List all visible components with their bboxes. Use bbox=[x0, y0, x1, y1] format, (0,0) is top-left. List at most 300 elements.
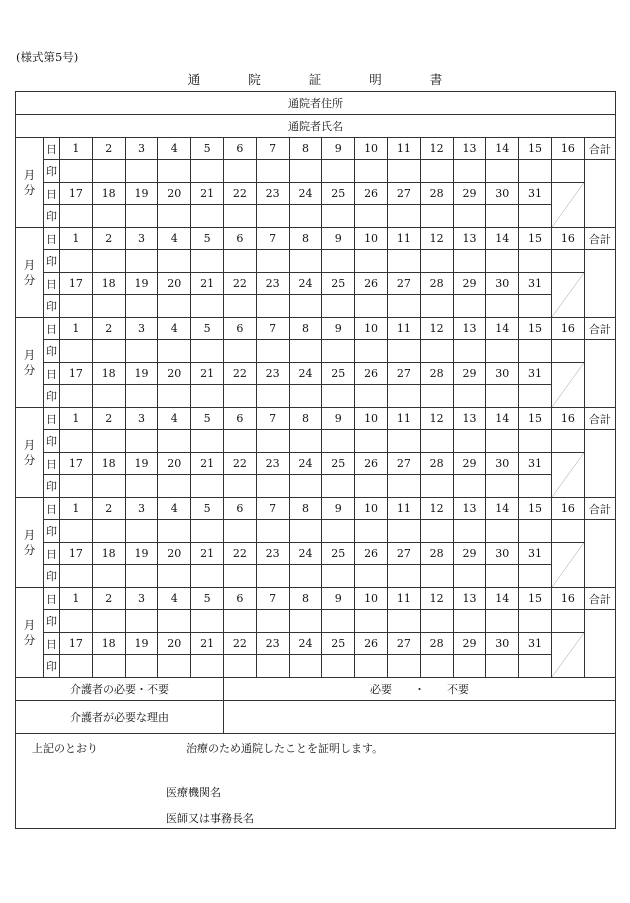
seal-cell[interactable] bbox=[125, 340, 158, 363]
day-number: 23 bbox=[256, 453, 289, 475]
seal-cell[interactable] bbox=[289, 565, 322, 588]
seal-cell[interactable] bbox=[125, 655, 158, 678]
seal-cell[interactable] bbox=[223, 610, 256, 633]
day-number: 2 bbox=[92, 228, 125, 250]
seal-cell[interactable] bbox=[92, 430, 125, 453]
day-number: 15 bbox=[519, 138, 552, 160]
total-cell[interactable] bbox=[584, 160, 615, 228]
seal-row-first-half bbox=[16, 520, 616, 543]
signer-label: 医師又は事務長名 bbox=[166, 812, 254, 825]
seal-cell[interactable] bbox=[355, 385, 388, 408]
day-number: 30 bbox=[486, 183, 519, 205]
seal-cell[interactable] bbox=[453, 610, 486, 633]
day-number: 12 bbox=[420, 498, 453, 520]
day-number: 21 bbox=[191, 273, 224, 295]
seal-cell[interactable] bbox=[158, 295, 191, 318]
seal-cell[interactable] bbox=[322, 205, 355, 228]
day-number: 19 bbox=[125, 633, 158, 655]
seal-cell[interactable] bbox=[486, 250, 519, 273]
seal-cell[interactable] bbox=[223, 385, 256, 408]
seal-cell[interactable] bbox=[125, 565, 158, 588]
seal-cell[interactable] bbox=[60, 565, 93, 588]
seal-cell[interactable] bbox=[322, 385, 355, 408]
seal-cell[interactable] bbox=[60, 205, 93, 228]
seal-cell[interactable] bbox=[355, 250, 388, 273]
day-number: 4 bbox=[158, 408, 191, 430]
seal-cell[interactable] bbox=[486, 430, 519, 453]
seal-cell[interactable] bbox=[453, 475, 486, 498]
day-number: 17 bbox=[60, 633, 93, 655]
seal-cell[interactable] bbox=[125, 475, 158, 498]
seal-cell[interactable] bbox=[60, 385, 93, 408]
day-number: 20 bbox=[158, 363, 191, 385]
portion-label: 分 bbox=[23, 632, 36, 647]
seal-cell[interactable] bbox=[420, 610, 453, 633]
seal-cell[interactable] bbox=[191, 610, 224, 633]
certification-statement: 治療のため通院したことを証明します。 bbox=[186, 742, 384, 755]
seal-cell[interactable] bbox=[223, 565, 256, 588]
seal-cell[interactable] bbox=[256, 340, 289, 363]
day-number: 2 bbox=[92, 588, 125, 610]
seal-cell[interactable] bbox=[453, 340, 486, 363]
month-label: 月 bbox=[23, 347, 36, 362]
day-number: 3 bbox=[125, 138, 158, 160]
seal-cell[interactable] bbox=[387, 565, 420, 588]
seal-cell[interactable] bbox=[191, 340, 224, 363]
seal-cell[interactable] bbox=[125, 520, 158, 543]
seal-cell[interactable] bbox=[420, 430, 453, 453]
seal-cell[interactable] bbox=[191, 430, 224, 453]
day-row-second-half bbox=[16, 633, 616, 655]
day-number: 21 bbox=[191, 453, 224, 475]
seal-cell[interactable] bbox=[519, 655, 552, 678]
day-number: 17 bbox=[60, 453, 93, 475]
day-number: 24 bbox=[289, 183, 322, 205]
day-number: 25 bbox=[322, 183, 355, 205]
seal-cell[interactable] bbox=[125, 250, 158, 273]
seal-cell[interactable] bbox=[519, 160, 552, 183]
seal-cell[interactable] bbox=[322, 475, 355, 498]
seal-cell[interactable] bbox=[60, 295, 93, 318]
seal-cell[interactable] bbox=[289, 160, 322, 183]
day-number: 19 bbox=[125, 273, 158, 295]
day-number: 3 bbox=[125, 408, 158, 430]
seal-cell[interactable] bbox=[387, 160, 420, 183]
seal-cell[interactable] bbox=[289, 520, 322, 543]
total-cell[interactable] bbox=[584, 610, 615, 678]
day-number: 9 bbox=[322, 138, 355, 160]
day-number: 7 bbox=[256, 588, 289, 610]
seal-cell[interactable] bbox=[60, 340, 93, 363]
day-number: 23 bbox=[256, 273, 289, 295]
seal-cell[interactable] bbox=[420, 250, 453, 273]
seal-cell[interactable] bbox=[453, 430, 486, 453]
seal-cell[interactable] bbox=[519, 385, 552, 408]
month-cell[interactable] bbox=[16, 228, 44, 318]
seal-cell[interactable] bbox=[125, 430, 158, 453]
seal-label: 印 bbox=[44, 610, 60, 633]
day-label: 日 bbox=[44, 408, 60, 430]
day-number: 7 bbox=[256, 318, 289, 340]
seal-cell[interactable] bbox=[256, 475, 289, 498]
institution-label: 医療機関名 bbox=[166, 786, 221, 799]
day-number: 12 bbox=[420, 408, 453, 430]
total-label: 合計 bbox=[584, 228, 615, 250]
seal-cell[interactable] bbox=[158, 385, 191, 408]
day-label: 日 bbox=[44, 273, 60, 295]
seal-cell[interactable] bbox=[322, 160, 355, 183]
seal-cell[interactable] bbox=[420, 520, 453, 543]
day-number: 31 bbox=[519, 543, 552, 565]
seal-cell[interactable] bbox=[486, 340, 519, 363]
seal-cell[interactable] bbox=[60, 430, 93, 453]
seal-cell[interactable] bbox=[519, 520, 552, 543]
seal-cell[interactable] bbox=[125, 160, 158, 183]
seal-cell[interactable] bbox=[486, 610, 519, 633]
seal-cell[interactable] bbox=[256, 385, 289, 408]
day-number: 21 bbox=[191, 363, 224, 385]
day-number: 20 bbox=[158, 273, 191, 295]
seal-cell[interactable] bbox=[355, 610, 388, 633]
seal-cell[interactable] bbox=[289, 385, 322, 408]
seal-cell[interactable] bbox=[322, 430, 355, 453]
seal-cell[interactable] bbox=[355, 205, 388, 228]
seal-cell[interactable] bbox=[355, 340, 388, 363]
seal-cell[interactable] bbox=[125, 205, 158, 228]
day-number: 4 bbox=[158, 498, 191, 520]
seal-cell[interactable] bbox=[191, 295, 224, 318]
day-number: 30 bbox=[486, 543, 519, 565]
day-number: 22 bbox=[223, 183, 256, 205]
day-number: 26 bbox=[355, 633, 388, 655]
seal-cell[interactable] bbox=[519, 475, 552, 498]
day-number: 28 bbox=[420, 633, 453, 655]
seal-label: 印 bbox=[44, 250, 60, 273]
seal-cell[interactable] bbox=[158, 610, 191, 633]
seal-cell[interactable] bbox=[322, 610, 355, 633]
seal-cell[interactable] bbox=[519, 340, 552, 363]
day-number: 7 bbox=[256, 228, 289, 250]
seal-cell[interactable] bbox=[92, 205, 125, 228]
seal-cell[interactable] bbox=[322, 295, 355, 318]
seal-cell[interactable] bbox=[322, 250, 355, 273]
month-cell[interactable] bbox=[16, 318, 44, 408]
seal-label: 印 bbox=[44, 295, 60, 318]
seal-cell[interactable] bbox=[60, 520, 93, 543]
seal-cell[interactable] bbox=[551, 520, 584, 543]
day-number: 18 bbox=[92, 273, 125, 295]
day-number: 24 bbox=[289, 543, 322, 565]
seal-cell[interactable] bbox=[486, 295, 519, 318]
seal-cell[interactable] bbox=[92, 385, 125, 408]
day-number: 29 bbox=[453, 183, 486, 205]
document-title: 通 院 証 明 書 bbox=[187, 72, 465, 87]
day-number: 10 bbox=[355, 408, 388, 430]
patient-name-label: 通院者氏名 bbox=[287, 120, 343, 133]
seal-cell[interactable] bbox=[223, 160, 256, 183]
seal-cell[interactable] bbox=[92, 610, 125, 633]
seal-cell[interactable] bbox=[453, 160, 486, 183]
day-number: 27 bbox=[387, 273, 420, 295]
seal-cell[interactable] bbox=[92, 475, 125, 498]
seal-cell[interactable] bbox=[486, 385, 519, 408]
day-number: 6 bbox=[223, 588, 256, 610]
seal-cell[interactable] bbox=[387, 475, 420, 498]
total-cell[interactable] bbox=[584, 340, 615, 408]
day-number: 13 bbox=[453, 318, 486, 340]
seal-cell[interactable] bbox=[420, 565, 453, 588]
seal-label: 印 bbox=[44, 385, 60, 408]
seal-cell[interactable] bbox=[355, 655, 388, 678]
day-number: 18 bbox=[92, 633, 125, 655]
seal-cell[interactable] bbox=[256, 520, 289, 543]
caregiver-reason-field[interactable] bbox=[223, 701, 615, 734]
seal-cell[interactable] bbox=[60, 610, 93, 633]
caregiver-need-row bbox=[16, 678, 616, 701]
seal-label: 印 bbox=[44, 520, 60, 543]
seal-cell[interactable] bbox=[387, 610, 420, 633]
seal-cell[interactable] bbox=[158, 430, 191, 453]
seal-cell[interactable] bbox=[191, 475, 224, 498]
seal-cell[interactable] bbox=[486, 565, 519, 588]
day-number: 5 bbox=[191, 318, 224, 340]
seal-cell[interactable] bbox=[125, 295, 158, 318]
seal-cell[interactable] bbox=[355, 520, 388, 543]
seal-cell[interactable] bbox=[355, 565, 388, 588]
total-label: 合計 bbox=[584, 588, 615, 610]
seal-cell[interactable] bbox=[387, 295, 420, 318]
day-label: 日 bbox=[44, 498, 60, 520]
day-number: 6 bbox=[223, 138, 256, 160]
seal-row-second-half bbox=[16, 205, 616, 228]
seal-cell[interactable] bbox=[453, 565, 486, 588]
seal-cell[interactable] bbox=[289, 340, 322, 363]
seal-cell[interactable] bbox=[223, 295, 256, 318]
seal-cell[interactable] bbox=[486, 160, 519, 183]
seal-cell[interactable] bbox=[92, 565, 125, 588]
seal-cell[interactable] bbox=[355, 475, 388, 498]
seal-cell[interactable] bbox=[289, 655, 322, 678]
day-number: 17 bbox=[60, 363, 93, 385]
seal-cell[interactable] bbox=[551, 430, 584, 453]
seal-cell[interactable] bbox=[387, 430, 420, 453]
seal-cell[interactable] bbox=[256, 610, 289, 633]
seal-cell[interactable] bbox=[289, 295, 322, 318]
day-number: 23 bbox=[256, 183, 289, 205]
seal-cell[interactable] bbox=[289, 250, 322, 273]
seal-cell[interactable] bbox=[256, 655, 289, 678]
seal-cell[interactable] bbox=[322, 520, 355, 543]
day-number: 30 bbox=[486, 633, 519, 655]
seal-cell[interactable] bbox=[486, 475, 519, 498]
total-cell[interactable] bbox=[584, 250, 615, 318]
seal-cell[interactable] bbox=[420, 385, 453, 408]
seal-cell[interactable] bbox=[420, 160, 453, 183]
seal-cell[interactable] bbox=[289, 610, 322, 633]
day-number: 25 bbox=[322, 543, 355, 565]
seal-cell[interactable] bbox=[486, 205, 519, 228]
seal-cell[interactable] bbox=[387, 385, 420, 408]
seal-cell[interactable] bbox=[551, 160, 584, 183]
seal-row-second-half bbox=[16, 475, 616, 498]
seal-cell[interactable] bbox=[519, 430, 552, 453]
day-number: 9 bbox=[322, 318, 355, 340]
month-cell[interactable] bbox=[16, 498, 44, 588]
month-cell[interactable] bbox=[16, 138, 44, 228]
day-number: 21 bbox=[191, 183, 224, 205]
seal-cell[interactable] bbox=[158, 520, 191, 543]
day-label: 日 bbox=[44, 228, 60, 250]
seal-row-first-half bbox=[16, 250, 616, 273]
seal-cell[interactable] bbox=[256, 565, 289, 588]
seal-cell[interactable] bbox=[223, 475, 256, 498]
seal-cell[interactable] bbox=[420, 340, 453, 363]
seal-cell[interactable] bbox=[322, 655, 355, 678]
seal-cell[interactable] bbox=[92, 160, 125, 183]
seal-cell[interactable] bbox=[453, 520, 486, 543]
day-number: 29 bbox=[453, 633, 486, 655]
seal-cell[interactable] bbox=[387, 250, 420, 273]
seal-cell[interactable] bbox=[191, 655, 224, 678]
seal-cell[interactable] bbox=[420, 655, 453, 678]
day-number: 31 bbox=[519, 273, 552, 295]
seal-cell[interactable] bbox=[519, 610, 552, 633]
seal-cell[interactable] bbox=[125, 385, 158, 408]
seal-cell[interactable] bbox=[223, 520, 256, 543]
day-number: 9 bbox=[322, 588, 355, 610]
seal-cell[interactable] bbox=[387, 205, 420, 228]
seal-cell[interactable] bbox=[191, 250, 224, 273]
day-number: 25 bbox=[322, 453, 355, 475]
seal-cell[interactable] bbox=[191, 520, 224, 543]
caregiver-need-options[interactable]: 必要 ・ 不要 bbox=[223, 678, 615, 701]
certification-row bbox=[16, 734, 616, 829]
seal-cell[interactable] bbox=[289, 430, 322, 453]
seal-cell[interactable] bbox=[551, 610, 584, 633]
seal-cell[interactable] bbox=[551, 250, 584, 273]
seal-cell[interactable] bbox=[223, 430, 256, 453]
seal-cell[interactable] bbox=[158, 205, 191, 228]
seal-cell[interactable] bbox=[256, 160, 289, 183]
month-cell[interactable] bbox=[16, 408, 44, 498]
seal-cell[interactable] bbox=[92, 295, 125, 318]
day-number: 26 bbox=[355, 453, 388, 475]
seal-cell[interactable] bbox=[223, 340, 256, 363]
day-number: 29 bbox=[453, 453, 486, 475]
seal-cell[interactable] bbox=[158, 250, 191, 273]
seal-cell[interactable] bbox=[125, 610, 158, 633]
seal-cell[interactable] bbox=[60, 655, 93, 678]
day-number: 28 bbox=[420, 453, 453, 475]
seal-cell[interactable] bbox=[256, 205, 289, 228]
seal-cell[interactable] bbox=[158, 565, 191, 588]
seal-cell[interactable] bbox=[158, 475, 191, 498]
seal-cell[interactable] bbox=[486, 520, 519, 543]
seal-cell[interactable] bbox=[322, 565, 355, 588]
seal-cell[interactable] bbox=[519, 565, 552, 588]
seal-cell[interactable] bbox=[289, 475, 322, 498]
seal-label: 印 bbox=[44, 340, 60, 363]
seal-cell[interactable] bbox=[420, 205, 453, 228]
seal-cell[interactable] bbox=[453, 385, 486, 408]
day-row-second-half bbox=[16, 273, 616, 295]
seal-cell[interactable] bbox=[158, 340, 191, 363]
portion-label: 分 bbox=[23, 272, 36, 287]
seal-cell[interactable] bbox=[256, 430, 289, 453]
day-number: 14 bbox=[486, 498, 519, 520]
day-number: 1 bbox=[60, 228, 93, 250]
seal-cell[interactable] bbox=[519, 250, 552, 273]
seal-cell[interactable] bbox=[551, 340, 584, 363]
day-row-second-half bbox=[16, 363, 616, 385]
seal-cell[interactable] bbox=[387, 340, 420, 363]
seal-cell[interactable] bbox=[256, 295, 289, 318]
seal-cell[interactable] bbox=[453, 250, 486, 273]
day-number: 27 bbox=[387, 633, 420, 655]
seal-cell[interactable] bbox=[420, 475, 453, 498]
seal-cell[interactable] bbox=[60, 250, 93, 273]
total-cell[interactable] bbox=[584, 520, 615, 588]
seal-cell[interactable] bbox=[355, 160, 388, 183]
day-number: 22 bbox=[223, 453, 256, 475]
seal-cell[interactable] bbox=[92, 250, 125, 273]
seal-cell[interactable] bbox=[191, 160, 224, 183]
seal-cell[interactable] bbox=[256, 250, 289, 273]
seal-cell[interactable] bbox=[519, 205, 552, 228]
seal-cell[interactable] bbox=[355, 430, 388, 453]
seal-cell[interactable] bbox=[92, 340, 125, 363]
seal-cell[interactable] bbox=[223, 205, 256, 228]
seal-cell[interactable] bbox=[158, 160, 191, 183]
seal-cell[interactable] bbox=[60, 160, 93, 183]
seal-cell[interactable] bbox=[453, 205, 486, 228]
seal-cell[interactable] bbox=[191, 205, 224, 228]
seal-cell[interactable] bbox=[289, 205, 322, 228]
seal-cell[interactable] bbox=[387, 655, 420, 678]
day-number: 8 bbox=[289, 228, 322, 250]
seal-cell[interactable] bbox=[322, 340, 355, 363]
seal-cell[interactable] bbox=[191, 385, 224, 408]
seal-cell[interactable] bbox=[453, 295, 486, 318]
seal-cell[interactable] bbox=[420, 295, 453, 318]
seal-cell[interactable] bbox=[453, 655, 486, 678]
seal-cell[interactable] bbox=[191, 565, 224, 588]
month-cell[interactable] bbox=[16, 588, 44, 678]
seal-row-first-half bbox=[16, 610, 616, 633]
caregiver-reason-row bbox=[16, 701, 616, 734]
day-number: 31 bbox=[519, 453, 552, 475]
day-number: 30 bbox=[486, 363, 519, 385]
seal-cell[interactable] bbox=[387, 520, 420, 543]
day-number: 1 bbox=[60, 588, 93, 610]
seal-cell[interactable] bbox=[355, 295, 388, 318]
seal-cell[interactable] bbox=[519, 295, 552, 318]
day-number: 3 bbox=[125, 498, 158, 520]
seal-cell[interactable] bbox=[223, 655, 256, 678]
seal-cell[interactable] bbox=[223, 250, 256, 273]
seal-cell[interactable] bbox=[92, 520, 125, 543]
day-number: 16 bbox=[551, 498, 584, 520]
seal-cell[interactable] bbox=[486, 655, 519, 678]
seal-cell[interactable] bbox=[60, 475, 93, 498]
day-label: 日 bbox=[44, 453, 60, 475]
seal-cell[interactable] bbox=[92, 655, 125, 678]
seal-row-second-half bbox=[16, 385, 616, 408]
total-cell[interactable] bbox=[584, 430, 615, 498]
month-label: 月 bbox=[23, 617, 36, 632]
day-number: 1 bbox=[60, 498, 93, 520]
seal-cell[interactable] bbox=[158, 655, 191, 678]
